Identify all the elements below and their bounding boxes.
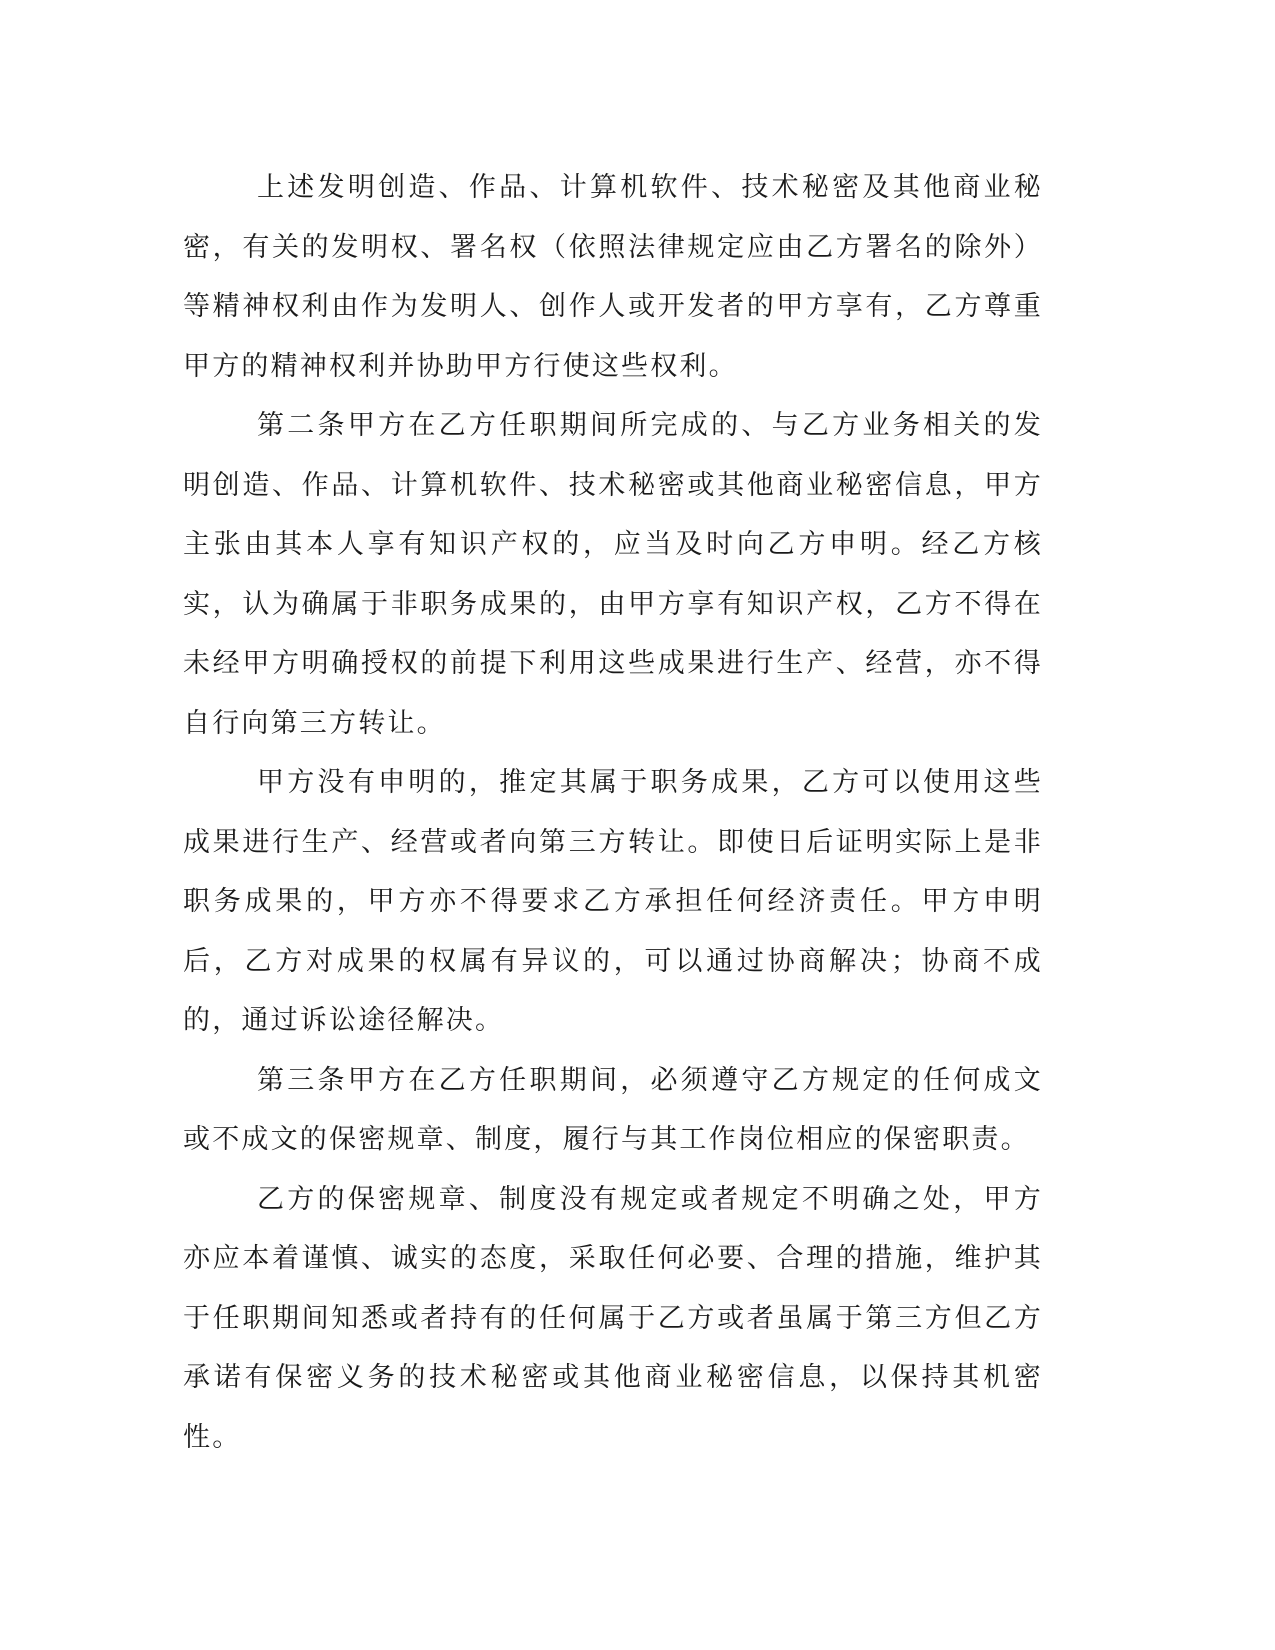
paragraph-article-2: 第二条甲方在乙方任职期间所完成的、与乙方业务相关的发明创造、作品、计算机软件、技术秘密或其他商业秘密信息，甲方主张由其本人享有知识产权的，应当及时向乙方申明。经乙方核实，认为确属于非职务成果的，由甲方享有知识产权，乙方不得在未经甲方明确授权的前提下利用这些成果进行生产、经营，亦不得自行向第三方转让。: [183, 410, 1043, 739]
paragraph-moral-rights: 上述发明创造、作品、计算机软件、技术秘密及其他商业秘密，有关的发明权、署名权（依照法律规定应由乙方署名的除外）等精神权利由作为发明人、创作人或开发者的甲方享有，乙方尊重甲方的精神权利并协助甲方行使这些权利。: [183, 172, 1043, 382]
paragraph-confidentiality-duty: 乙方的保密规章、制度没有规定或者规定不明确之处，甲方亦应本着谨慎、诚实的态度，采取任何必要、合理的措施，维护其于任职期间知悉或者持有的任何属于乙方或者虽属于第三方但乙方承诺有保密义务的技术秘密或其他商业秘密信息，以保持其机密性。: [183, 1183, 1043, 1453]
document-body: [183, 158, 1043, 1467]
paragraph-undeclared-results: 甲方没有申明的，推定其属于职务成果，乙方可以使用这些成果进行生产、经营或者向第三方转让。即使日后证明实际上是非职务成果的，甲方亦不得要求乙方承担任何经济责任。甲方申明后，乙方对成果的权属有异议的，可以通过协商解决；协商不成的，通过诉讼途径解决。: [183, 767, 1043, 1036]
paragraph-article-3: 第三条甲方在乙方任职期间，必须遵守乙方规定的任何成文或不成文的保密规章、制度，履行与其工作岗位相应的保密职责。: [183, 1064, 1043, 1155]
